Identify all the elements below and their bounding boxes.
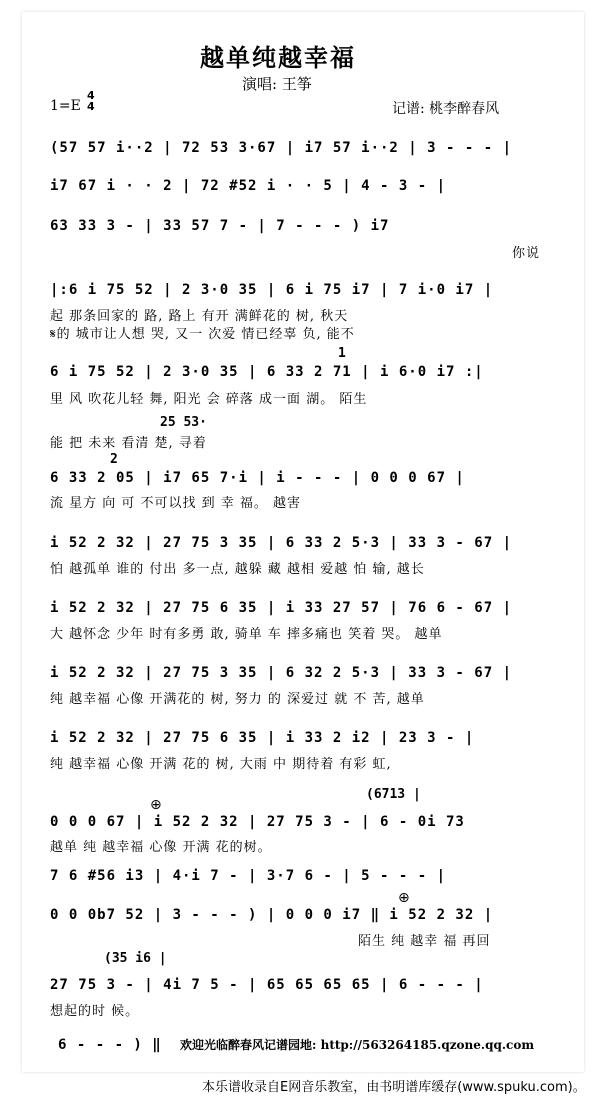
volta-2-mark: 2 bbox=[110, 452, 118, 467]
lyric-line-9: 纯 越幸福 心像 开满花的 树, 努力 的 深爱过 就 不 苦, 越单 bbox=[50, 692, 425, 707]
lyric-line-4b: 𝄋的 城市让人想 哭, 又一 次爱 情已经辜 负, 能不 bbox=[50, 327, 355, 342]
lyric-line-6: 流 星方 向 可 不可以找 到 幸 福。 越害 bbox=[50, 496, 302, 511]
website-footer: 欢迎光临醉春风记谱园地: http://563264185.qzone.qq.com bbox=[180, 1038, 535, 1052]
notation-line-15: 6 - - - ) ‖ bbox=[58, 1037, 162, 1053]
time-signature bbox=[87, 90, 95, 112]
time-signature-bottom: 4 bbox=[87, 100, 95, 113]
lyric-line-7: 怕 越孤单 谁的 付出 多一点, 越躲 藏 越相 爱越 怕 输, 越长 bbox=[50, 562, 425, 577]
lyric-line-8: 大 越怀念 少年 时有多勇 敢, 骑单 车 摔多痛也 笑着 哭。 越单 bbox=[50, 627, 443, 642]
volta-1-mark: 1 bbox=[338, 346, 346, 361]
notation-line-6: 6 33 2 05 | i7 65 7·i | i - - - | 0 0 0 67 | bbox=[50, 470, 465, 486]
bracket-notes-1: (6713 | bbox=[366, 787, 421, 802]
alternate-notes: 25 53· bbox=[160, 415, 207, 430]
transcriber-credit: 记谱: 桃李醉春风 bbox=[392, 101, 500, 117]
notation-line-11: 0 0 0 67 | i 52 2 32 | 27 75 3 - | 6 - 0i 73 bbox=[50, 814, 465, 830]
notation-line-3: 63 33 3 - | 33 57 7 - | 7 - - - ) i7 bbox=[50, 218, 390, 234]
lyric-line-5b: 能 把 未来 看清 楚, 寻着 bbox=[50, 436, 207, 451]
notation-line-14: 27 75 3 - | 4i 7 5 - | 65 65 65 65 | 6 - - - | bbox=[50, 977, 484, 993]
notation-line-10: i 52 2 32 | 27 75 6 35 | i 33 2 i2 | 23 3 - | bbox=[50, 730, 475, 746]
coda-sign-icon: ⊕ bbox=[150, 797, 162, 813]
lyric-line-3: 你说 bbox=[512, 246, 541, 261]
lyric-line-10: 纯 越幸福 心像 开满 花的 树, 大雨 中 期待着 有彩 虹, bbox=[50, 757, 392, 772]
lyric-line-4a: 起 那条回家的 路, 路上 有开 满鲜花的 树, 秋天 bbox=[50, 309, 349, 324]
time-signature-top: 4 bbox=[87, 89, 95, 102]
lyric-line-11: 越单 纯 越幸福 心像 开满 花的树。 bbox=[50, 840, 272, 855]
lyric-line-5a: 里 风 吹花儿轻 舞, 阳光 会 碎落 成一面 湖。 陌生 bbox=[50, 392, 368, 407]
notation-line-1: (57 57 i··2 | 72 53 3·67 | i7 57 i··2 | 3 - - - | bbox=[50, 140, 513, 156]
notation-line-4: |:6 i 75 52 | 2 3·0 35 | 6 i 75 i7 | 7 i·0 i7 | bbox=[50, 282, 494, 298]
notation-line-9: i 52 2 32 | 27 75 3 35 | 6 32 2 5·3 | 33 3 - 67 | bbox=[50, 665, 513, 681]
notation-line-13: 0 0 0b7 52 | 3 - - - ) | 0 0 0 i7 ‖ i 52 2 32 | bbox=[50, 907, 494, 923]
notation-line-12: 7 6 #56 i3 | 4·i 7 - | 3·7 6 - | 5 - - - | bbox=[50, 868, 447, 884]
lyric-line-13: 陌生 纯 越幸 福 再回 bbox=[358, 934, 491, 949]
singer-credit: 演唱: 王筝 bbox=[242, 75, 312, 93]
song-title: 越单纯越幸福 bbox=[200, 43, 356, 72]
coda-sign-icon-2: ⊕ bbox=[398, 890, 410, 906]
notation-line-7: i 52 2 32 | 27 75 3 35 | 6 33 2 5·3 | 33 3 - 67 | bbox=[50, 535, 513, 551]
key-signature: 1=E bbox=[50, 98, 81, 114]
notation-line-2: i7 67 i · · 2 | 72 #52 i · · 5 | 4 - 3 - | bbox=[50, 178, 447, 194]
lyric-line-14: 想起的时 候。 bbox=[50, 1004, 140, 1019]
notation-line-5: 6 i 75 52 | 2 3·0 35 | 6 33 2 71 | i 6·0 i7 :| bbox=[50, 364, 484, 380]
source-credit: 本乐谱收录自E网音乐教室，由书明谱库缓存(www.spuku.com)。 bbox=[202, 1080, 586, 1095]
notation-line-8: i 52 2 32 | 27 75 6 35 | i 33 27 57 | 76 6 - 67 | bbox=[50, 600, 513, 616]
bracket-notes-2: (35 i6 | bbox=[104, 951, 167, 966]
